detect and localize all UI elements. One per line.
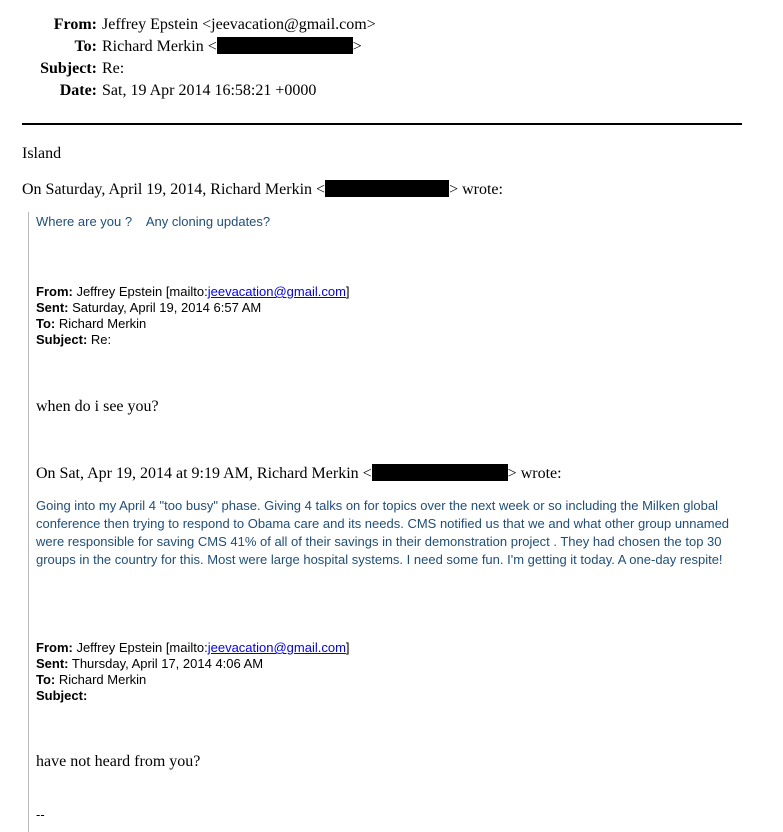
signature-separator: -- <box>36 807 45 822</box>
email-link[interactable]: jeevacation@gmail.com <box>207 640 346 655</box>
quoted-header-2-sent <box>36 656 263 672</box>
quoted-header-2-to-label: To: <box>36 672 56 687</box>
quote-bar <box>28 212 29 832</box>
quoted-merkin-message-2: Going into my April 4 "too busy" phase. Giving 4 talks on for topics over the next week or so including the Milken global conference then trying to respond to Obama care and its needs. CMS notified us that we and what other group unnamed were responsible for saving CMS 41% of all of their savings in their demonstration project . They had chosen the top 30 groups in the country for this. Most were large hospital systems. I need some fun. I'm getting it today. A one-day respite! <box>36 498 730 567</box>
quoted-epstein-message-2: have not heard from you? <box>36 753 201 770</box>
header-subject-label: Subject: <box>40 60 97 77</box>
quoted-header-1-subject-value: Re: <box>87 332 112 347</box>
quoted-attribution-2-prefix: On Sat, Apr 19, 2014 at 9:19 AM, Richard Merkin < <box>36 465 372 482</box>
redaction-box <box>325 180 449 197</box>
quoted-attribution-2-suffix: > wrote: <box>507 465 562 482</box>
reply-attribution-suffix: > wrote: <box>449 181 503 198</box>
quoted-header-2-sent-label: Sent: <box>36 656 69 671</box>
quoted-header-1-from-label: From: <box>36 284 73 299</box>
quoted-header-2-from <box>36 640 350 656</box>
quoted-header-2-subject <box>36 688 87 704</box>
quoted-attribution-2 <box>36 464 562 484</box>
reply-text: Island <box>22 145 62 162</box>
header-date-label: Date: <box>59 82 97 99</box>
quoted-header-1-subject <box>36 332 111 348</box>
reply-attribution-prefix: On Saturday, April 19, 2014, Richard Merkin < <box>22 181 326 198</box>
quoted-header-1-from-prefix: Jeffrey Epstein [mailto: <box>72 284 208 299</box>
header-to-value: Richard Merkin < <box>102 38 217 55</box>
header-from-value: Jeffrey Epstein <jeevacation@gmail.com> <box>102 16 376 33</box>
header-subject-value: Re: <box>102 60 125 77</box>
quoted-header-1-subject-label: Subject: <box>36 332 88 347</box>
header-divider <box>22 123 742 125</box>
quoted-header-2-from-label: From: <box>36 640 73 655</box>
redaction-box <box>372 464 508 481</box>
header-to-suffix: > <box>352 38 362 55</box>
redaction-box <box>217 37 353 54</box>
header-date-value: Sat, 19 Apr 2014 16:58:21 +0000 <box>102 82 317 99</box>
header-from-label: From: <box>53 16 97 33</box>
reply-attribution <box>22 180 503 200</box>
quoted-epstein-message-1: when do i see you? <box>36 398 159 415</box>
quoted-header-2-from-suffix: ] <box>345 640 350 655</box>
quoted-header-1-to <box>36 316 146 332</box>
quoted-header-2-subject-label: Subject: <box>36 688 88 703</box>
quoted-header-2-to <box>36 672 146 688</box>
quoted-header-1-from-suffix: ] <box>345 284 350 299</box>
quoted-header-1-sent-value: Saturday, April 19, 2014 6:57 AM <box>68 300 262 315</box>
quoted-header-1-sent <box>36 300 261 316</box>
header-to-label: To: <box>74 38 97 55</box>
quoted-header-1-to-label: To: <box>36 316 56 331</box>
email-link[interactable]: jeevacation@gmail.com <box>207 284 346 299</box>
quoted-header-1-sent-label: Sent: <box>36 300 69 315</box>
quoted-header-2-from-prefix: Jeffrey Epstein [mailto: <box>72 640 208 655</box>
quoted-header-1-to-value: Richard Merkin <box>55 316 147 331</box>
quoted-merkin-message-1: Where are you ? Any cloning updates? <box>36 214 271 229</box>
quoted-header-2-sent-value: Thursday, April 17, 2014 4:06 AM <box>68 656 264 671</box>
quoted-header-2-to-value: Richard Merkin <box>55 672 147 687</box>
quoted-header-1-from <box>36 284 350 300</box>
